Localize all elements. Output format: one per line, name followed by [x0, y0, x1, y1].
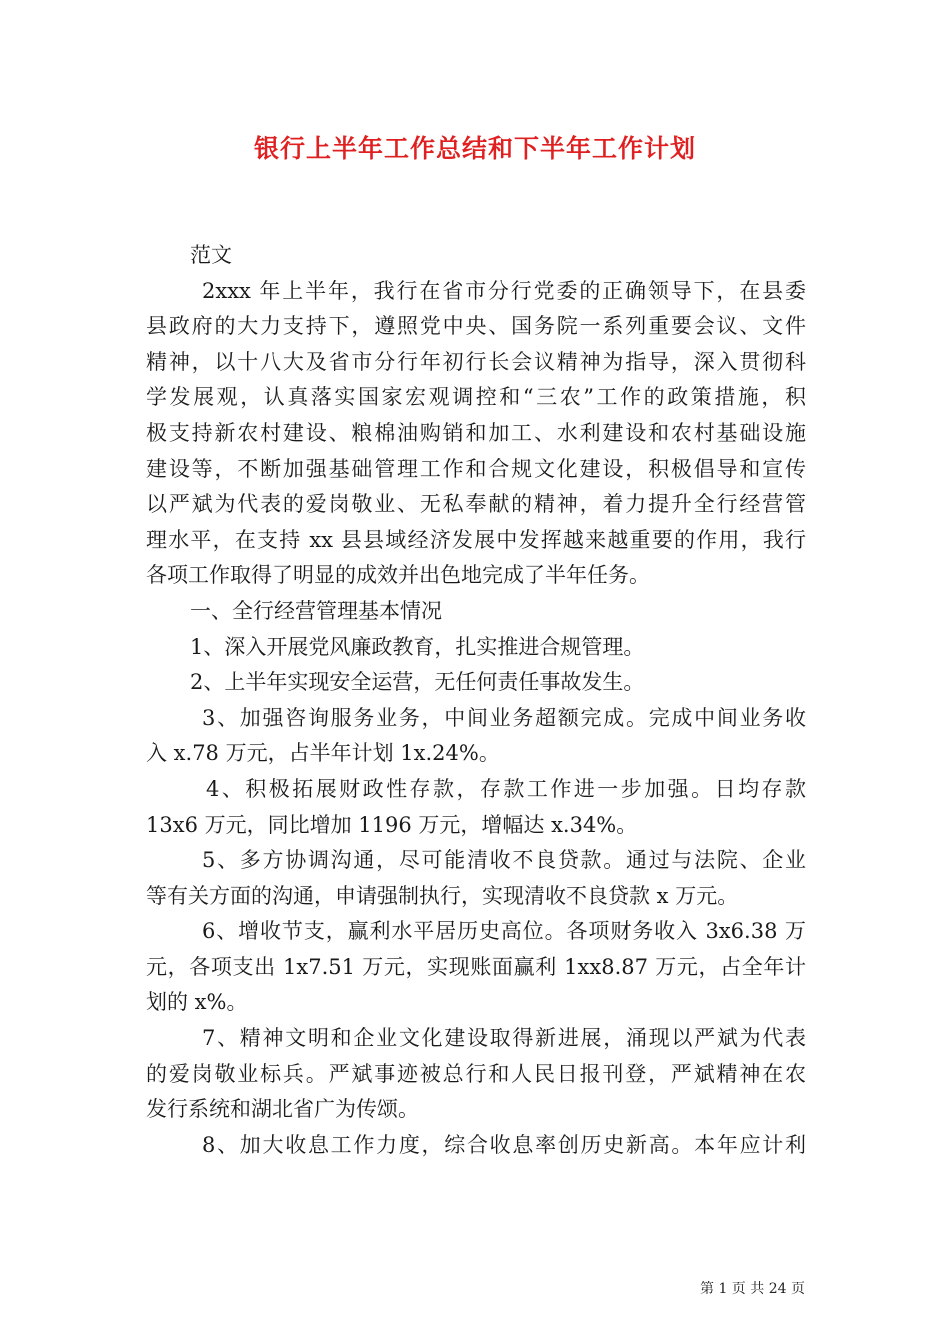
- text-line: 各项工作取得了明显的成效并出色地完成了半年任务。: [146, 563, 650, 588]
- text-line: 的爱岗敬业标兵。严斌事迹被总行和人民日报刊登，严斌精神在农: [146, 1061, 806, 1086]
- text-line: 7、精神文明和企业文化建设取得新进展，涌现以严斌为代表: [202, 1026, 806, 1051]
- text-line: 元，各项支出 1x7.51 万元，实现账面赢利 1xx8.87 万元，占全年计: [146, 954, 806, 979]
- document-body: [146, 238, 806, 1163]
- text-line: 4、积极拓展财政性存款，存款工作进一步加强。日均存款: [206, 776, 806, 801]
- text-line: 发行系统和湖北省广为传颂。: [146, 1097, 419, 1122]
- text-line: 县政府的大力支持下，遵照党中央、国务院一系列重要会议、文件: [146, 314, 806, 339]
- text-line: 学发展观，认真落实国家宏观调控和“三农”工作的政策措施，积: [146, 385, 806, 410]
- text-line: 极支持新农村建设、粮棉油购销和加工、水利建设和农村基础设施: [146, 420, 806, 445]
- text-line: 范文: [190, 243, 232, 267]
- text-line: 13x6 万元，同比增加 1196 万元，增幅达 x.34%。: [146, 812, 638, 837]
- text-line: 5、多方协调沟通，尽可能清收不良贷款。通过与法院、企业: [202, 848, 806, 873]
- text-line: 理水平，在支持 xx 县县域经济发展中发挥越来越重要的作用，我行: [146, 527, 806, 552]
- text-line: 8、加大收息工作力度，综合收息率创历史新高。本年应计利: [202, 1132, 806, 1157]
- section-heading: 一、全行经营管理基本情况: [190, 598, 442, 623]
- text-line: 精神，以十八大及省市分行年初行长会议精神为指导，深入贯彻科: [146, 349, 806, 374]
- text-line: 以严斌为代表的爱岗敬业、无私奉献的精神，着力提升全行经营管: [146, 492, 806, 517]
- text-line: 3、加强咨询服务业务，中间业务超额完成。完成中间业务收: [202, 705, 806, 730]
- text-line: 建设等，不断加强基础管理工作和合规文化建设，积极倡导和宣传: [146, 456, 806, 481]
- text-line: 1、深入开展党风廉政教育，扎实推进合规管理。: [190, 634, 645, 659]
- text-line: 2、上半年实现安全运营，无任何责任事故发生。: [190, 670, 645, 695]
- document-title: 银行上半年工作总结和下半年工作计划: [253, 134, 696, 163]
- text-line: 等有关方面的沟通，申请强制执行，实现清收不良贷款 x 万元。: [146, 883, 739, 908]
- text-line: 划的 x%。: [146, 990, 248, 1015]
- text-line: 6、增收节支，赢利水平居历史高位。各项财务收入 3x6.38 万: [202, 919, 806, 944]
- text-line: 2xxx 年上半年，我行在省市分行党委的正确领导下，在县委: [202, 278, 806, 303]
- page-number: 第 1 页 共 24 页: [700, 1281, 805, 1297]
- text-line: 入 x.78 万元，占半年计划 1x.24%。: [146, 741, 500, 766]
